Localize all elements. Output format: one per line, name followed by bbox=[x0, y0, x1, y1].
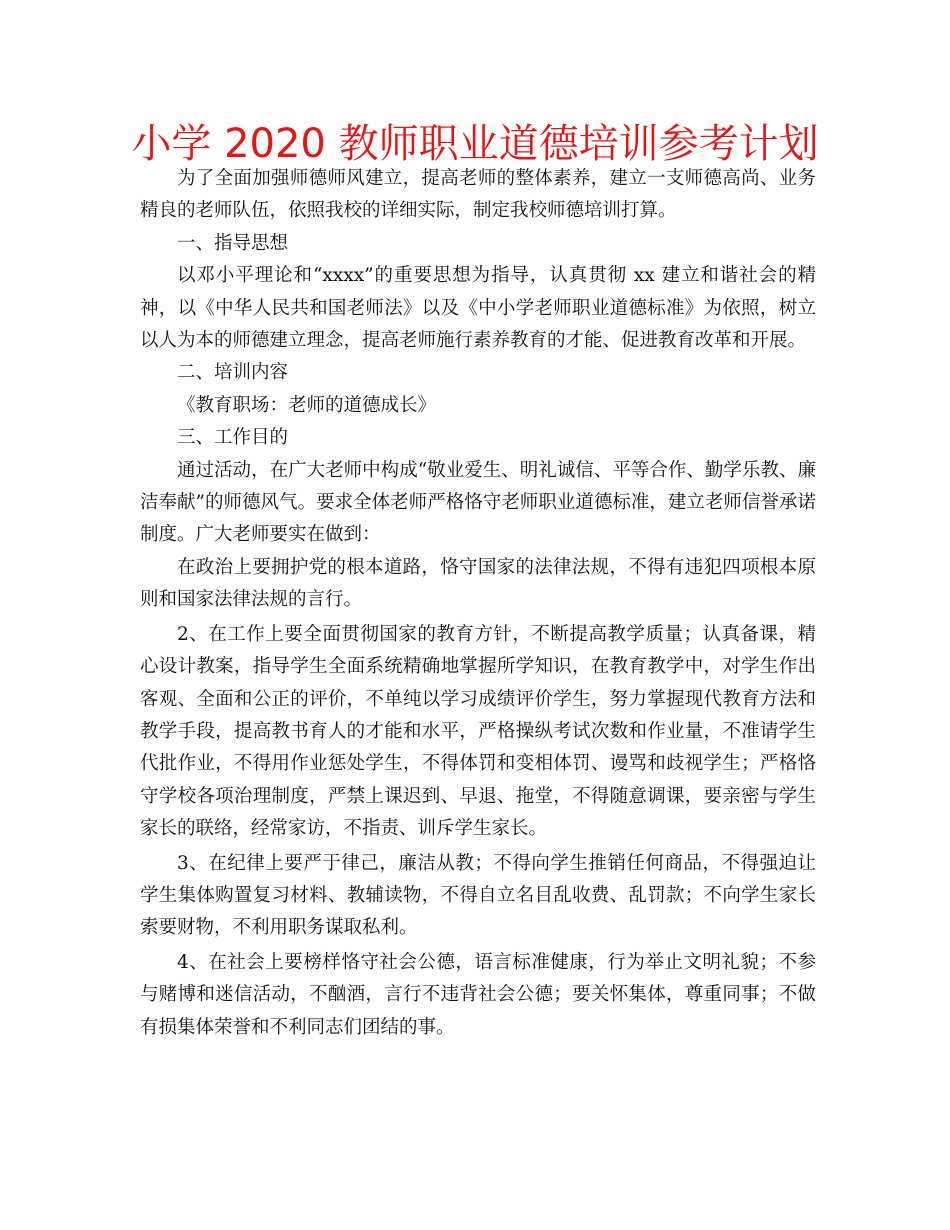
paragraph-society: 4、在社会上要榜样恪守社会公德，语言标准健康，行为举止文明礼貌；不参与赌博和迷信活动，不酗酒，言行不违背社会公德；要关怀集体，尊重同事；不做有损集体荣誉和不利同志们团结的事。 bbox=[140, 951, 816, 1038]
paragraph-training-content: 《教育职场：老师的道德成长》 bbox=[177, 394, 437, 416]
section-heading-work-goals: 三、工作目的 bbox=[177, 427, 289, 449]
paragraph-work-goals: 通过活动，在广大老师中构成“敬业爱生、明礼诚信、平等合作、勤学乐教、廉洁奉献”的师德风气。要求全体老师严格恪守老师职业道德标准，建立老师信誉承诺制度。广大老师要实在做到： bbox=[140, 459, 816, 546]
paragraph-work: 2、在工作上要全面贯彻国家的教育方针，不断提高教学质量；认真备课，精心设计教案，指导学生全面系统精确地掌握所学知识，在教育教学中，对学生作出客观、全面和公正的评价，不单纯以学习成绩评价学生，努力掌握现代教育方法和教学手段，提高教书育人的才能和水平，严格操纵考试次数和作业量，不准请学生代批作业，不得用作业惩处学生，不得体罚和变相体罚、谩骂和歧视学生；严格恪守学校各项治理制度，严禁上课迟到、早退、拖堂，不得随意调课，要亲密与学生家长的联络，经常家访，不指责、训斥学生家长。 bbox=[140, 623, 816, 840]
document-title: 小学 2020 教师职业道德培训参考计划 bbox=[131, 121, 819, 167]
paragraph-intro: 为了全面加强师德师风建立，提高老师的整体素养，建立一支师德高尚、业务精良的老师队伍，依照我校的详细实际，制定我校师德培训打算。 bbox=[140, 168, 816, 222]
paragraph-discipline: 3、在纪律上要严于律己，廉洁从教；不得向学生推销任何商品，不得强迫让学生集体购置复习材料、教辅读物，不得自立名目乱收费、乱罚款；不向学生家长索要财物，不利用职务谋取私利。 bbox=[140, 852, 816, 939]
paragraph-politics: 在政治上要拥护党的根本道路，恪守国家的法律法规，不得有违犯四项根本原则和国家法律法规的言行。 bbox=[140, 556, 816, 611]
section-heading-training-content: 二、培训内容 bbox=[177, 362, 289, 384]
section-heading-guiding-ideology: 一、指导思想 bbox=[177, 232, 289, 254]
document-body bbox=[140, 163, 816, 1044]
paragraph-guiding-ideology: 以邓小平理论和“xxxx”的重要思想为指导，认真贯彻 xx 建立和谐社会的精神，以《中华人民共和国老师法》以及《中小学老师职业道德标准》为依照，树立以人为本的师德建立理念，提高老师施行素养教育的才能、促进教育改革和开展。 bbox=[140, 265, 816, 352]
